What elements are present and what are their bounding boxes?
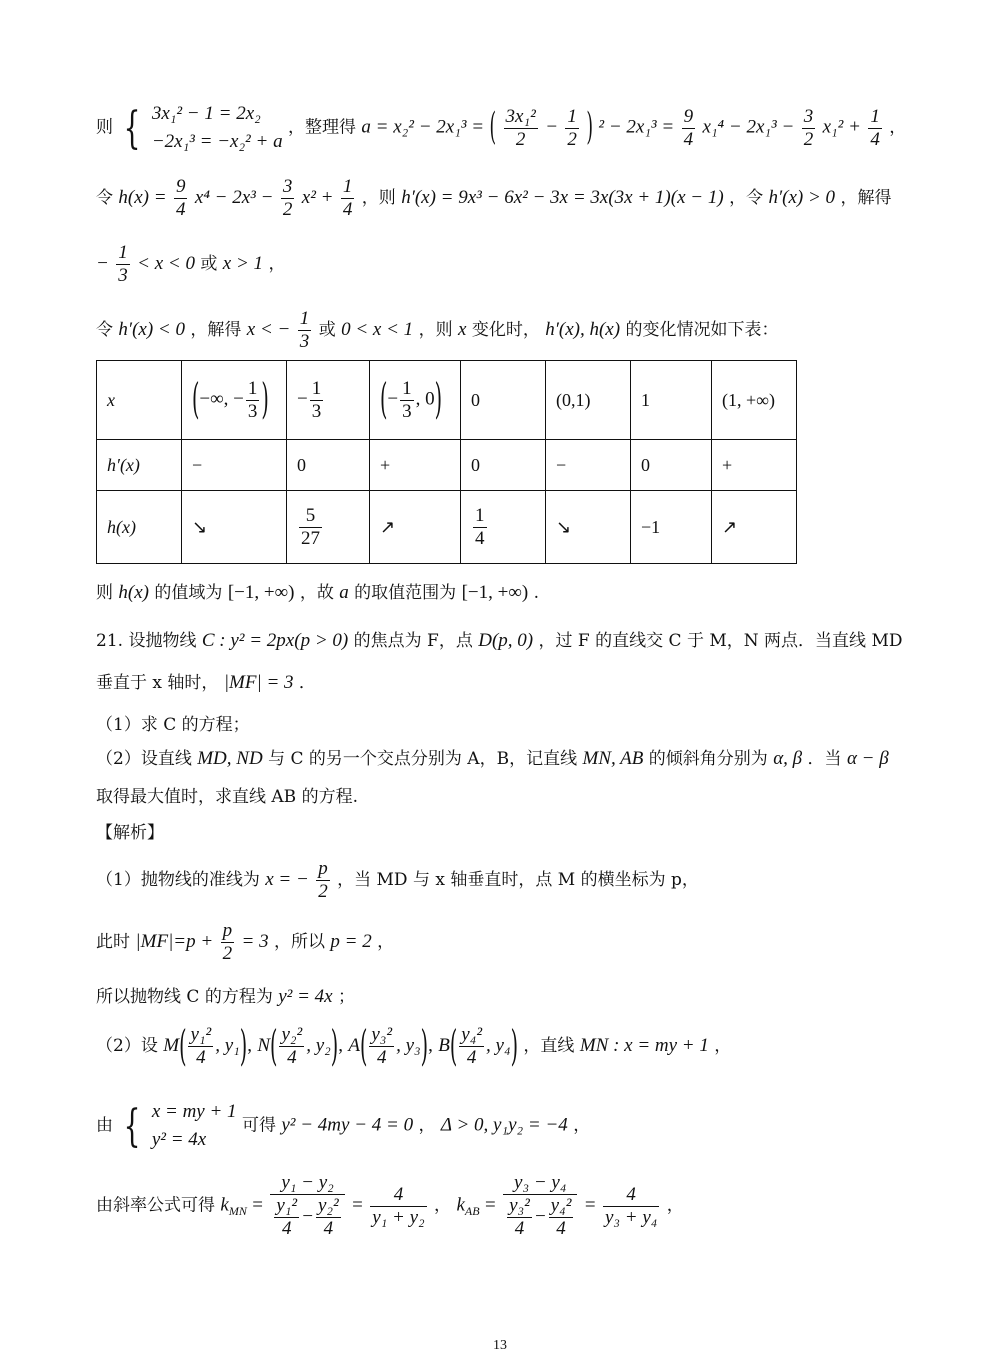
question-21-line-1: [96, 626, 902, 652]
text: 由斜率公式可得: [96, 1195, 215, 1216]
fraction: y₃ − y₄ $\frac{\text{y₃²}}{4}$ − $\frac{\text{y₄²}}{4}$: [503, 1172, 577, 1240]
text: ，解得: [840, 188, 892, 208]
fraction: $\frac{9}{4}$: [683, 105, 694, 150]
text: ，: [573, 1115, 591, 1136]
table-cell: 1: [631, 361, 712, 440]
math: B: [438, 1035, 450, 1056]
text: ，过 F 的直线交 C 于 M，N 两点．当直线 MD: [538, 631, 903, 651]
math: |MF| = 3: [223, 672, 294, 693]
paren-right: ): [586, 106, 593, 150]
variation-table: [96, 360, 797, 564]
equation: −2x₁³ = −x₂² + a: [151, 131, 283, 152]
math: −: [545, 116, 559, 138]
text: 则: [96, 117, 113, 138]
line-h-definition: [96, 176, 891, 221]
text: .: [533, 583, 540, 603]
fraction: $\frac{\text{3x₁²}}{2}$: [505, 105, 536, 150]
increasing-arrow-icon: ↗: [370, 491, 461, 564]
math: x₁⁴ − 2x₁³ −: [702, 116, 795, 138]
fraction: $\frac{1}{2}$: [567, 105, 577, 150]
math: y² − 4my − 4 = 0: [281, 1114, 414, 1136]
solution-step-2: [96, 920, 394, 965]
text: ，: [714, 1036, 732, 1056]
math: x > 1: [222, 253, 264, 274]
table-cell: −1: [631, 491, 712, 564]
fraction: $\frac{p}{2}$: [222, 920, 233, 964]
math: Δ > 0, y₁y₂ = −4: [440, 1114, 568, 1136]
math: D(p, 0): [478, 630, 534, 651]
math: −: [96, 253, 109, 274]
text: 或: [318, 320, 336, 340]
math: x⁴ − 2x³ −: [194, 187, 274, 208]
table-row: [97, 361, 797, 440]
table-cell: +: [712, 440, 797, 491]
text: ，: [434, 1195, 452, 1216]
fraction: $\frac{p}{2}$: [318, 858, 328, 902]
math: MN, AB: [582, 748, 644, 769]
text: ，: [889, 117, 907, 138]
math: x = −: [265, 869, 309, 890]
math: h′(x), h(x): [545, 319, 621, 340]
left-brace: {: [124, 1100, 141, 1152]
line-solution-interval: [96, 242, 285, 287]
math: h′(x) < 0: [118, 319, 185, 340]
page-number: 13: [493, 1338, 507, 1353]
fraction: y₁ − y₂ $\frac{\text{y₁²}}{4}$ − $\frac{\text{y₂²}}{4}$: [270, 1172, 344, 1240]
text: 由: [96, 1115, 113, 1136]
solution-step-1: [96, 858, 699, 903]
table-cell: (− $\frac{1}{3}$ , 0): [370, 361, 461, 440]
fraction: $\frac{1}{4}$: [342, 176, 353, 220]
fraction: $\frac{3}{2}$: [803, 105, 814, 150]
table-cell: 0: [461, 440, 546, 491]
fraction: $\frac{3}{2}$: [282, 176, 293, 220]
solution-step-4: （2）设 M( $\frac{\text{y₁²}}{4}$ , y₁), N( $\frac{\text{y₂²}}{4}$ , y₂), A( $\frac{\text{y₃²}}{4}$ , y₃), B( $\frac{\text{y₄²}}{4}$ , y₄) ，直线 MN : x = my + 1 ，: [96, 1022, 732, 1071]
math: k: [456, 1194, 465, 1216]
text: 的变化情况如下表：: [625, 320, 779, 340]
text: ，: [418, 1115, 436, 1136]
text: ，当 MD 与 x 轴垂直时，点 M 的横坐标为 p，: [337, 870, 699, 890]
equation-system: [152, 100, 283, 156]
math: [−1, +∞): [461, 582, 529, 603]
table-cell: −: [546, 440, 631, 491]
math: N: [257, 1035, 271, 1056]
solution-step-6: 由斜率公式可得 $k_{MN}$ = y₁ − y₂ $\frac{\text{y₁²}}{4}$ − $\frac{\text{y₂²}}{4}$ = $\frac{4}{\text{y₁ + y₂}}$ ， $k_{AB}$ = y₃ − y₄ $\frac{\text{y₃²}}{4}$ − $\frac{\text{y₄²}}{4}$ = $\frac{4}{\text{y₃ + y₄}}$ ，: [96, 1172, 684, 1239]
table-cell: −: [182, 440, 287, 491]
paren-left: (: [489, 106, 497, 150]
math: h(x) =: [118, 187, 167, 208]
text: 或: [200, 254, 218, 274]
table-cell: (1, +∞): [712, 361, 797, 440]
math: y² = 4x: [278, 986, 333, 1007]
math: |MF|=p +: [135, 931, 214, 952]
text: 的值域为: [154, 583, 223, 603]
text: 令: [96, 320, 113, 340]
text: ，则: [361, 188, 396, 208]
math: C : y² = 2px(p > 0): [201, 630, 349, 651]
text: ；: [338, 987, 356, 1007]
line-range-conclusion: [96, 578, 539, 604]
text: （1）抛物线的准线为: [96, 870, 260, 890]
text: ，: [377, 932, 395, 952]
text: ，: [666, 1195, 684, 1216]
math: k: [220, 1194, 229, 1216]
table-cell: 0: [631, 440, 712, 491]
text: ，: [268, 254, 286, 274]
table-cell: (0,1): [546, 361, 631, 440]
text: ，整理得: [287, 117, 356, 138]
text: 21. 设抛物线: [96, 631, 197, 651]
text: ，所以: [273, 932, 325, 952]
math: MN : x = my + 1: [579, 1035, 709, 1056]
subscript: MN: [228, 1203, 247, 1218]
table-cell: − $\frac{1}{3}$: [287, 361, 370, 440]
math: [−1, +∞): [227, 582, 295, 603]
fraction: $\frac{1}{3}$: [299, 308, 310, 352]
equation: 3x₁² − 1 = 2x₂: [151, 103, 261, 124]
text: （2）设: [96, 1036, 158, 1056]
line-decreasing: [96, 308, 778, 353]
math: MD, ND: [197, 748, 263, 769]
subscript: AB: [464, 1203, 480, 1218]
increasing-arrow-icon: ↗: [712, 491, 797, 564]
math: 0 < x < 1: [341, 319, 414, 340]
text: 此时: [96, 932, 130, 952]
solution-step-3: [96, 982, 355, 1008]
table-row: [97, 440, 797, 491]
solution-step-5: [96, 1098, 590, 1154]
text: ．: [298, 673, 316, 693]
text: ．当: [807, 749, 842, 769]
text: 所以抛物线 C 的方程为: [96, 987, 273, 1007]
math: A: [348, 1035, 360, 1056]
text: 令: [96, 188, 113, 208]
math: < x < 0: [137, 253, 195, 274]
math: = 3: [241, 931, 269, 952]
table-cell: $\frac{1}{4}$: [461, 491, 546, 564]
equation: y² = 4x: [151, 1129, 207, 1150]
math: α − β: [846, 748, 889, 769]
math: p = 2: [330, 931, 372, 952]
solution-heading: 【解析】: [96, 823, 164, 843]
text: 可得: [241, 1115, 276, 1136]
text: 与 C 的另一个交点分别为 A，B，记直线: [268, 749, 578, 769]
math: M: [163, 1035, 180, 1056]
fraction: $\frac{1}{3}$: [118, 242, 128, 286]
math: x: [457, 319, 467, 340]
table-cell: 0: [461, 361, 546, 440]
table-cell: $\frac{5}{27}$: [287, 491, 370, 564]
left-brace: {: [124, 102, 141, 154]
equation-system: [152, 1098, 237, 1154]
math: ² − 2x₁³ =: [598, 116, 675, 138]
fraction: $\frac{4}{\text{y₃ + y₄}}$: [604, 1183, 658, 1228]
text: 的焦点为 F，点: [353, 631, 473, 651]
math: x < −: [246, 319, 291, 340]
table-cell: +: [370, 440, 461, 491]
text: 的倾斜角分别为: [648, 749, 768, 769]
text: ，直线: [523, 1036, 575, 1056]
text: ，故: [299, 583, 334, 603]
question-21-part-2: [96, 744, 889, 770]
decreasing-arrow-icon: ↘: [546, 491, 631, 564]
text: 则: [96, 583, 113, 603]
question-21-part-1: （1）求 C 的方程；: [96, 715, 250, 735]
math: a: [339, 582, 349, 603]
decreasing-arrow-icon: ↘: [182, 491, 287, 564]
text: （2）设直线: [96, 749, 192, 769]
fraction: $\frac{1}{4}$: [870, 105, 880, 150]
text: 变化时，: [471, 320, 540, 340]
table-cell: h(x): [97, 491, 182, 564]
table-cell: 0: [287, 440, 370, 491]
fraction: $\frac{9}{4}$: [175, 176, 186, 220]
table-cell: h′(x): [97, 440, 182, 491]
table-cell: x: [97, 361, 182, 440]
line-system-1: [96, 100, 906, 156]
math: h′(x) > 0: [768, 187, 836, 208]
math: h′(x) = 9x³ − 6x² − 3x = 3x(3x + 1)(x − 1): [401, 187, 724, 208]
math: h(x): [118, 582, 149, 603]
question-21-line-2: [96, 668, 316, 694]
math: a = x₂² − 2x₁³ =: [361, 116, 485, 138]
text: 垂直于 x 轴时，: [96, 673, 219, 693]
math: α, β: [773, 748, 803, 769]
fraction: $\frac{4}{\text{y₁ + y₂}}$: [372, 1183, 425, 1228]
text: ，则: [418, 320, 453, 340]
table-cell: (−∞, − $\frac{1}{3}$ ): [182, 361, 287, 440]
math: x₁² +: [822, 116, 861, 138]
table-row: [97, 491, 797, 564]
text: ，解得: [190, 320, 242, 340]
equation: x = my + 1: [151, 1101, 237, 1122]
question-21-part-2-cont: 取得最大值时，求直线 AB 的方程.: [96, 787, 358, 807]
text: ，令: [729, 188, 764, 208]
text: 的取值范围为: [354, 583, 457, 603]
math: x² +: [301, 187, 334, 208]
